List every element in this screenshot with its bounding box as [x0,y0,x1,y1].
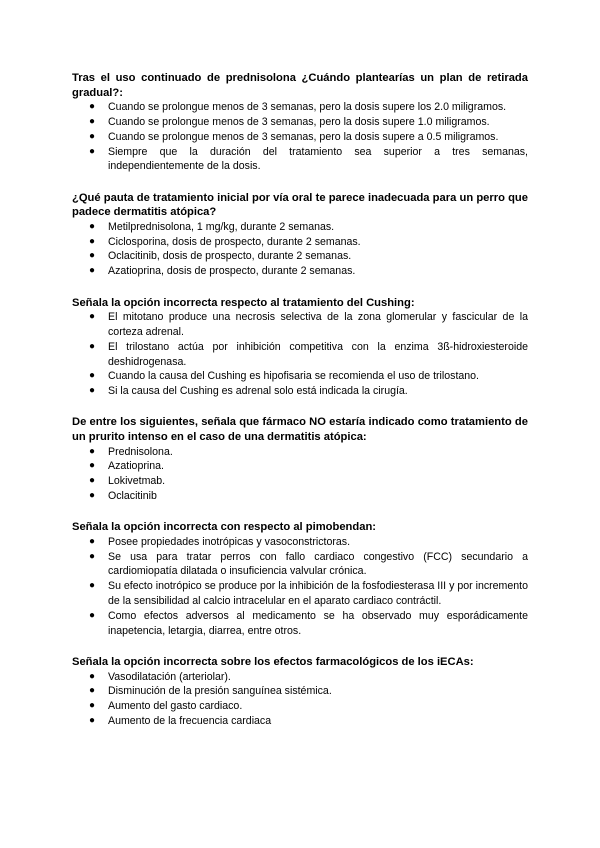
bullet-icon: ● [89,145,96,157]
bullet-icon: ● [89,235,96,247]
bullet-icon: ● [89,115,96,127]
bullet-icon: ● [89,130,96,142]
question-title: Señala la opción incorrecta con respecto al pimobendan: [72,521,377,534]
option-item [72,264,528,279]
question-2 [72,191,528,279]
option-text: Oclacitinib [108,490,157,502]
option-text: Vasodilatación (arteriolar). [108,670,231,683]
option-item [72,384,528,399]
question-5 [72,520,528,638]
option-item [72,579,528,609]
question-title: Tras el uso continuado de prednisolona ¿Cuándo plantearías un plan de retirada gradual?: [72,72,528,99]
option-item [72,459,528,474]
option-text: Aumento del gasto cardiaco. [108,700,243,713]
bullet-icon: ● [89,340,96,352]
options-list [72,670,528,729]
option-item [72,670,528,685]
bullet-icon: ● [89,101,96,113]
bullet-icon: ● [89,580,96,592]
option-text: Cuando se prolongue menos de 3 semanas, pero la dosis supere 1.0 miligramos. [108,115,490,128]
option-item [72,130,528,145]
option-item [72,489,528,504]
option-text: El mitotano produce una necrosis selectiva de la zona glomerular y fascicular de la corteza adrenal. [108,311,528,338]
option-text: Se usa para tratar perros con fallo cardiaco congestivo (FCC) secundario a cardiomiopatía dilatada o insuficiencia valvular crónica. [108,550,528,578]
option-item [72,714,528,729]
option-item [72,369,528,384]
option-text: Siempre que la duración del tratamiento sea superior a tres semanas, independientemente de la dosis. [108,145,528,173]
bullet-icon: ● [89,445,96,457]
bullet-icon: ● [89,670,96,682]
bullet-icon: ● [89,700,96,712]
option-item [72,340,528,370]
option-text: Si la causa del Cushing es adrenal solo está indicada la cirugía. [108,385,408,398]
bullet-icon: ● [89,370,96,382]
question-title: Señala la opción incorrecta sobre los efectos farmacológicos de los iECAs: [72,655,474,668]
option-text: El trilostano actúa por inhibición competitiva con la enzima 3ß-hidroxiesteroide deshidrogenasa. [108,340,528,368]
bullet-icon: ● [89,385,96,397]
option-text: Cuando se prolongue menos de 3 semanas, pero la dosis supere los 2.0 miligramos. [108,101,507,114]
option-text: Ciclosporina, dosis de prospecto, durante 2 semanas. [108,235,361,248]
option-item [72,249,528,264]
bullet-icon: ● [89,490,96,501]
question-3 [72,296,528,399]
option-item [72,145,528,175]
bullet-icon: ● [89,265,96,277]
option-text: Prednisolona. [108,445,173,458]
bullet-icon: ● [89,250,96,262]
option-item [72,609,528,639]
option-item [72,684,528,699]
bullet-icon: ● [89,609,96,621]
bullet-icon: ● [89,714,96,726]
bullet-icon: ● [89,685,96,697]
option-item [72,445,528,460]
option-text: Cuando se prolongue menos de 3 semanas, pero la dosis supere a 0.5 miligramos. [108,130,499,143]
option-item [72,535,528,550]
option-text: Posee propiedades inotrópicas y vasoconstrictoras. [108,535,351,548]
option-text: Azatioprina, dosis de prospecto, durante 2 semanas. [108,265,356,278]
bullet-icon: ● [89,550,96,562]
option-text: Cuando la causa del Cushing es hipofisaria se recomienda el uso de trilostano. [108,370,480,383]
option-item [72,310,528,340]
option-text: Como efectos adversos al medicamento se ha observado muy esporádicamente inapetencia, letargia, diarrea, entre otros. [108,609,528,637]
option-text: Oclacitinib, dosis de prospecto, durante 2 semanas. [108,250,352,263]
question-1 [72,71,528,174]
option-item [72,474,528,489]
question-title: ¿Qué pauta de tratamiento inicial por vía oral te parece inadecuada para un perro que padece dermatitis atópica? [72,191,528,219]
options-list [72,310,528,399]
document-page [72,71,528,745]
options-list [72,220,528,279]
option-item [72,220,528,235]
options-list [72,100,528,174]
question-6 [72,655,528,729]
option-text: Su efecto inotrópico se produce por la inhibición de la fosfodiesterasa III y por incremento de la sensibilidad al calcio intracelular en el aparato cardiaco contráctil. [108,580,528,608]
option-text: Lokivetmab. [108,475,166,488]
bullet-icon: ● [89,475,96,487]
question-title: De entre los siguientes, señala que fármaco NO estaría indicado como tratamiento de un prurito intenso en el caso de una dermatitis atópica: [72,416,528,444]
option-text: Disminución de la presión sanguínea sistémica. [108,685,332,698]
option-item [72,100,528,115]
option-item [72,550,528,580]
options-list [72,445,528,504]
option-item [72,235,528,250]
option-text: Metilprednisolona, 1 mg/kg, durante 2 semanas. [108,220,335,233]
bullet-icon: ● [89,311,96,323]
question-4 [72,415,528,503]
options-list [72,535,528,639]
question-title: Señala la opción incorrecta respecto al tratamiento del Cushing: [72,296,415,309]
option-item [72,699,528,714]
bullet-icon: ● [89,535,96,547]
option-item [72,115,528,130]
bullet-icon: ● [89,220,96,232]
option-text: Azatioprina. [108,460,164,473]
option-text: Aumento de la frecuencia cardiaca [108,714,272,727]
bullet-icon: ● [89,460,96,472]
